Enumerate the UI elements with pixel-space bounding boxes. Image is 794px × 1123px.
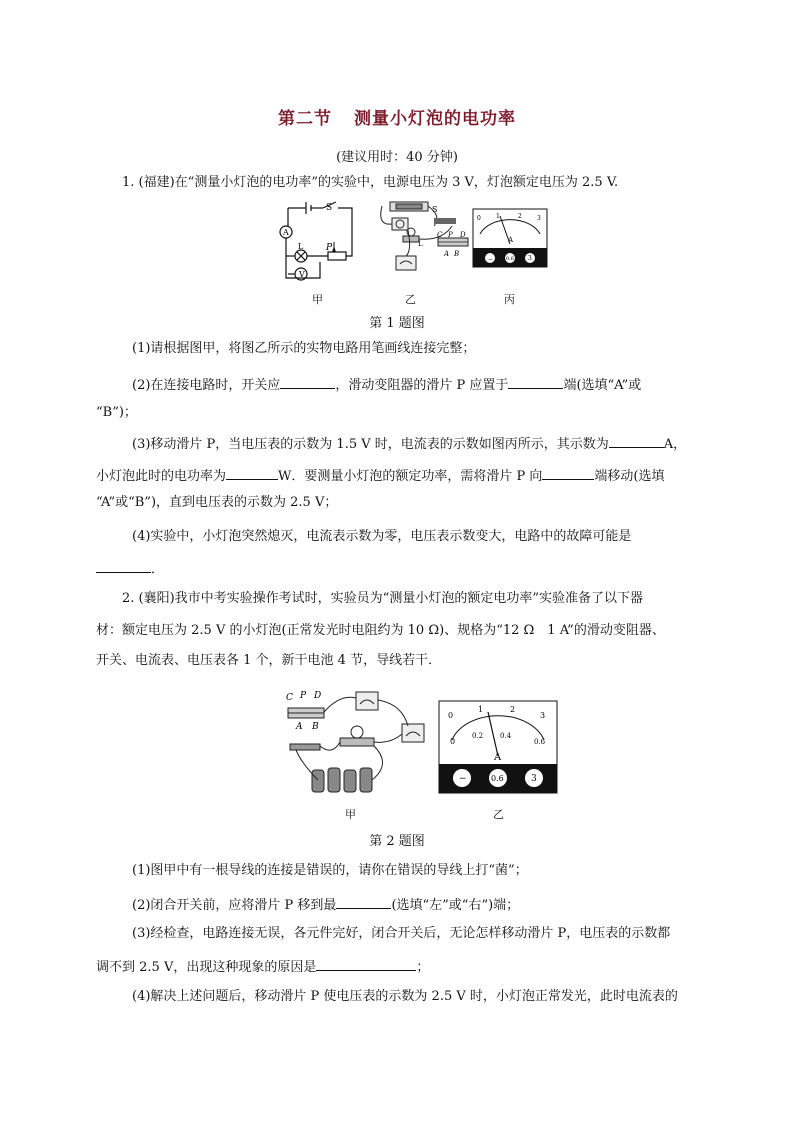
q1-part2-cont: “B”)； — [96, 405, 137, 420]
svg-text:3: 3 — [537, 215, 541, 222]
svg-text:A: A — [296, 722, 303, 732]
svg-text:P: P — [300, 691, 307, 701]
svg-text:3: 3 — [528, 255, 532, 262]
svg-text:0: 0 — [448, 711, 454, 720]
q2-part3: (3)经检查，电路连接无误，各元件完好，闭合开关后，无论怎样移动滑片 P，电压表的示数都 — [132, 926, 671, 941]
q2-part1: (1)图甲中有一根导线的连接是错误的，请你在错误的导线上打“菌”； — [132, 863, 528, 878]
svg-text:3: 3 — [531, 774, 537, 784]
svg-text:2: 2 — [518, 213, 522, 220]
suggested-time: (建议用时：40 分钟) — [336, 150, 458, 165]
svg-text:D: D — [314, 691, 322, 701]
fig1-label-bing: 丙 — [504, 293, 515, 306]
svg-text:−: − — [459, 774, 467, 784]
fig2-label-yi: 乙 — [493, 808, 504, 821]
q2-ammeter-dial — [438, 700, 558, 794]
svg-text:D: D — [460, 231, 466, 239]
svg-text:A: A — [494, 752, 502, 763]
q1-part3-cont2: “A”或“B”)，直到电压表的示数为 2.5 V； — [96, 495, 338, 510]
svg-text:1: 1 — [496, 213, 500, 220]
q1-part1: (1)请根据图甲，将图乙所示的实物电路用笔画线连接完整； — [132, 341, 476, 356]
q1-stem: 1. (福建)在“测量小灯泡的电功率”的实验中，电源电压为 3 V，灯泡额定电压为 2.5 V. — [122, 175, 619, 190]
svg-text:0.6: 0.6 — [491, 774, 504, 783]
lamp-label-2: L — [418, 240, 423, 248]
svg-text:3: 3 — [540, 711, 546, 720]
svg-text:B: B — [454, 250, 460, 258]
fig2-label-jia: 甲 — [345, 808, 356, 821]
svg-text:2: 2 — [510, 705, 516, 714]
fig1-label-jia: 甲 — [312, 293, 323, 306]
q1-ammeter-dial — [472, 208, 548, 268]
svg-text:0: 0 — [450, 737, 456, 746]
svg-text:1: 1 — [478, 705, 484, 714]
voltmeter-symbol: V — [299, 270, 305, 279]
svg-text:0.6: 0.6 — [506, 256, 514, 262]
svg-text:C: C — [437, 231, 443, 239]
q1-part3: (3)移动滑片 P，当电压表的示数为 1.5 V 时，电流表的示数如图丙所示，其示数为 A， — [132, 433, 686, 454]
q1-part3-cont: 小灯泡此时的电功率为 W．要测量小灯泡的额定功率，需将滑片 P 向 端移动(选填 — [96, 465, 664, 486]
svg-text:A: A — [444, 250, 450, 258]
svg-text:−: − — [488, 256, 494, 263]
fig1-caption: 第 1 题图 — [369, 316, 425, 331]
q1-rheostat — [436, 228, 472, 262]
q1-part2: (2)在连接电路时，开关应 ，滑动变阻器的滑片 P 应置于 端(选填“A”或 — [132, 374, 641, 395]
q2-stem-line1: 2. (襄阳)我市中考实验操作考试时，实验员为“测量小灯泡的额定电功率”实验准备了以下器 — [122, 591, 643, 606]
svg-text:0.6: 0.6 — [534, 738, 546, 746]
svg-text:0.4: 0.4 — [500, 732, 512, 740]
q2-part2: (2)闭合开关前，应将滑片 P 移到最 (选填“左”或“右”)端； — [132, 894, 519, 915]
q2-part3-cont: 调不到 2.5 V，出现这种现象的原因是 ； — [96, 956, 429, 977]
q2-stem-line2: 材：额定电压为 2.5 V 的小灯泡(正常发光时电阻约为 10 Ω)、规格为“12 Ω 1 A”的滑动变阻器、 — [96, 623, 665, 638]
slider-label: P — [326, 243, 333, 253]
svg-text:C: C — [286, 693, 293, 703]
ammeter-symbol: A — [283, 228, 289, 237]
q2-part4: (4)解决上述问题后，移动滑片 P 使电压表的示数为 2.5 V 时，小灯泡正常发光，此时电流表的 — [132, 989, 678, 1004]
fig1-label-yi: 乙 — [405, 293, 416, 306]
lamp-label: L — [298, 242, 304, 251]
q1-part4-answer: ． — [96, 558, 164, 579]
q2-apparatus-figure — [282, 684, 428, 796]
switch-label-2: S — [432, 205, 438, 214]
switch-label: S — [326, 203, 333, 213]
fig2-caption: 第 2 题图 — [369, 834, 425, 849]
svg-text:A: A — [508, 236, 514, 244]
q2-stem-line3: 开关、电流表、电压表各 1 个，新干电池 4 节，导线若干． — [96, 653, 442, 668]
svg-text:0.2: 0.2 — [472, 732, 484, 740]
q1-circuit-diagram — [268, 198, 358, 286]
q1-part4: (4)实验中，小灯泡突然熄灭，电流表示数为零，电压表示数变大，电路中的故障可能是 — [132, 529, 632, 544]
section-title: 第二节 测量小灯泡的电功率 — [278, 109, 516, 129]
svg-text:0: 0 — [477, 215, 481, 222]
svg-text:P: P — [448, 231, 453, 239]
svg-text:B: B — [312, 722, 319, 732]
